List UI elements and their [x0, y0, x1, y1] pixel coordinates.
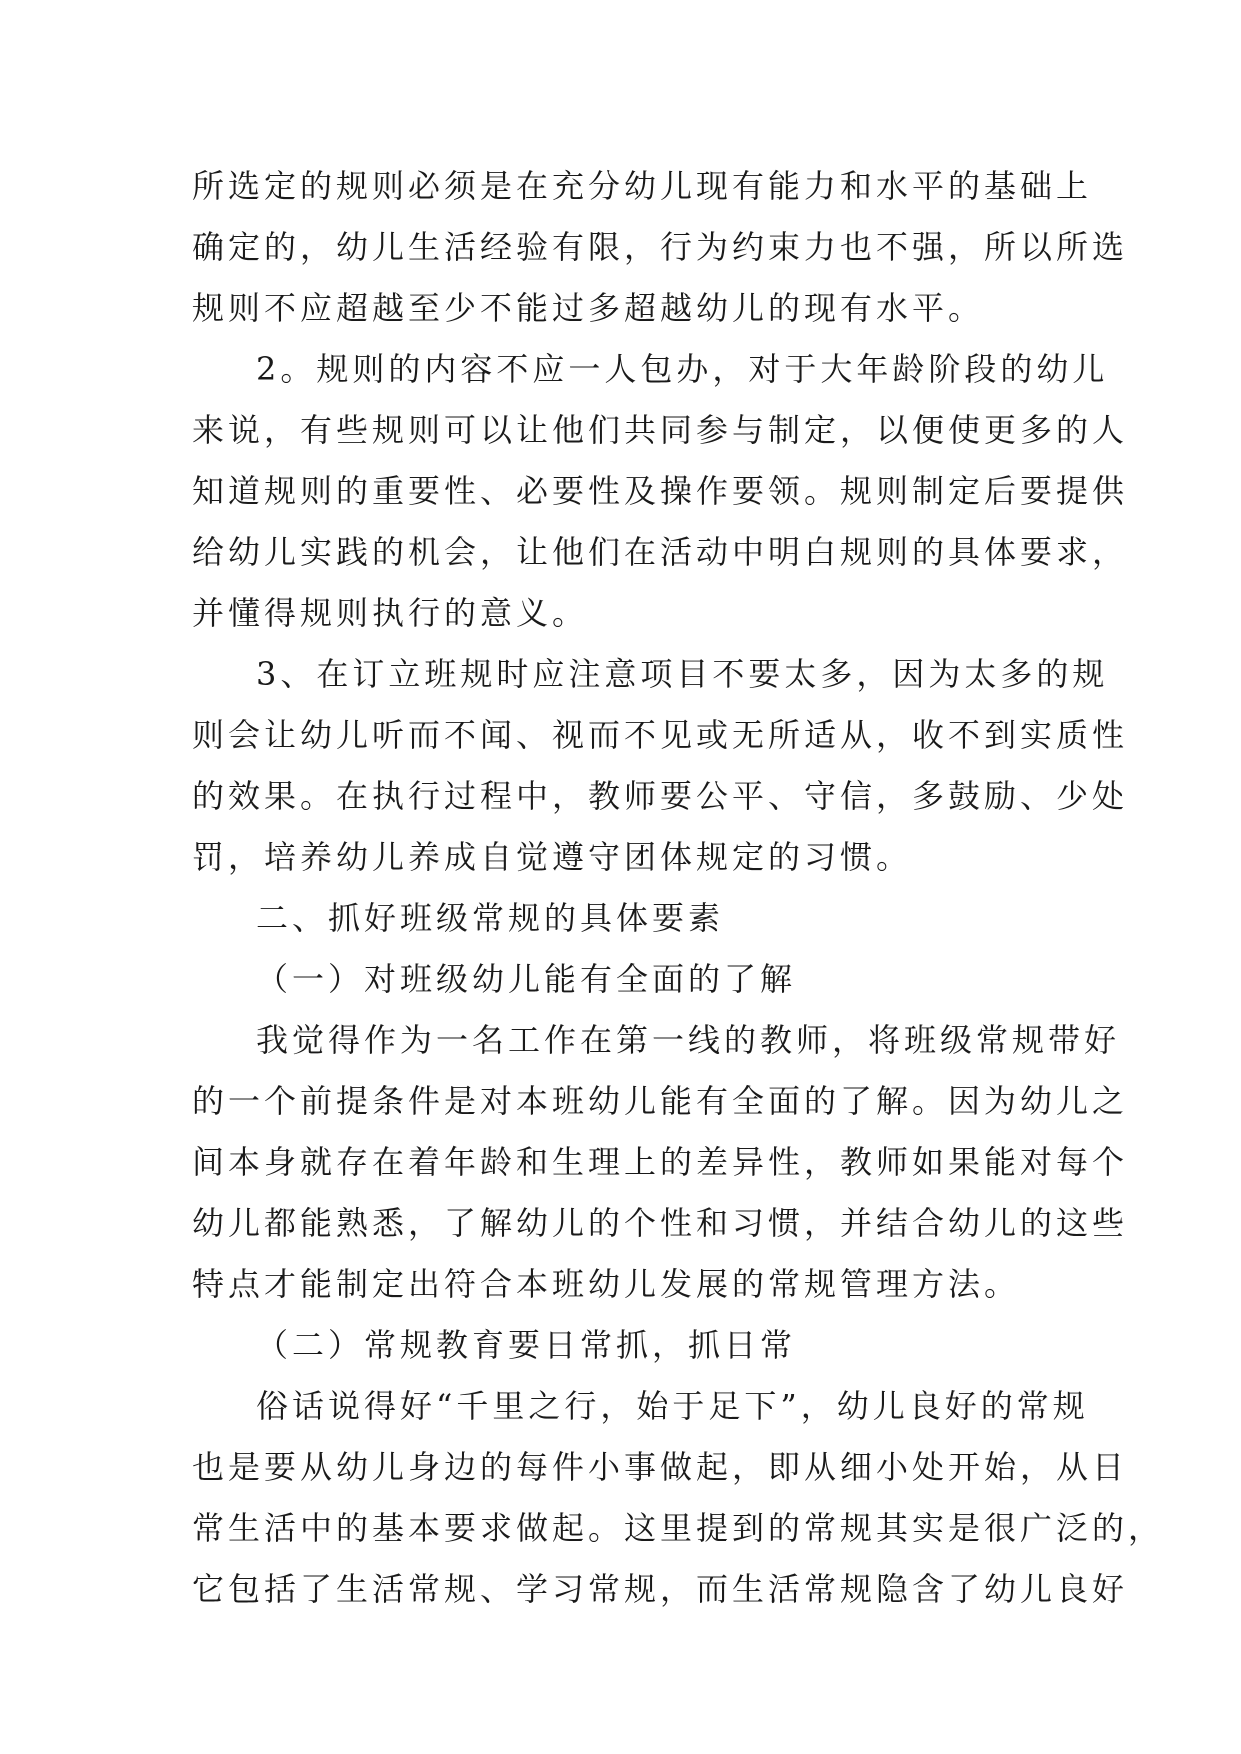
text-line: 规则不应超越至少不能过多超越幼儿的现有水平。 — [192, 289, 985, 327]
paragraph-start-line: 2。规则的内容不应一人包办，对于大年龄阶段的幼儿 — [256, 350, 1109, 388]
section-heading: 二、抓好班级常规的具体要素 — [256, 899, 725, 937]
text-line: 并懂得规则执行的意义。 — [192, 594, 589, 632]
text-line: 的效果。在执行过程中，教师要公平、守信，多鼓励、少处 — [192, 777, 1129, 815]
text-line: 罚，培养幼儿养成自觉遵守团体规定的习惯。 — [192, 838, 913, 876]
paragraph-start-line: 3、在订立班规时应注意项目不要太多，因为太多的规 — [256, 655, 1109, 693]
paragraph-start-line: 我觉得作为一名工作在第一线的教师，将班级常规带好 — [256, 1021, 1121, 1059]
text-line: 的一个前提条件是对本班幼儿能有全面的了解。因为幼儿之 — [192, 1082, 1129, 1120]
subsection-heading: （一）对班级幼儿能有全面的了解 — [256, 960, 797, 998]
text-line: 常生活中的基本要求做起。这里提到的常规其实是很广泛的， — [192, 1509, 1165, 1547]
text-line: 确定的，幼儿生活经验有限，行为约束力也不强，所以所选 — [192, 228, 1129, 266]
text-line: 知道规则的重要性、必要性及操作要领。规则制定后要提供 — [192, 472, 1129, 510]
text-line: 给幼儿实践的机会，让他们在活动中明白规则的具体要求， — [192, 533, 1129, 571]
text-line: 来说，有些规则可以让他们共同参与制定，以便使更多的人 — [192, 411, 1129, 449]
subsection-heading: （二）常规教育要日常抓，抓日常 — [256, 1326, 797, 1364]
text-line: 则会让幼儿听而不闻、视而不见或无所适从，收不到实质性 — [192, 716, 1129, 754]
text-line: 所选定的规则必须是在充分幼儿现有能力和水平的基础上 — [192, 167, 1093, 205]
paragraph-start-line: 俗话说得好“千里之行，始于足下”，幼儿良好的常规 — [256, 1387, 1089, 1425]
body-text — [192, 156, 1165, 1620]
text-line: 特点才能制定出符合本班幼儿发展的常规管理方法。 — [192, 1265, 1021, 1303]
text-line: 间本身就存在着年龄和生理上的差异性，教师如果能对每个 — [192, 1143, 1129, 1181]
text-line: 也是要从幼儿身边的每件小事做起，即从细小处开始，从日 — [192, 1448, 1129, 1486]
text-line: 它包括了生活常规、学习常规，而生活常规隐含了幼儿良好 — [192, 1570, 1129, 1608]
text-line: 幼儿都能熟悉，了解幼儿的个性和习惯，并结合幼儿的这些 — [192, 1204, 1129, 1242]
